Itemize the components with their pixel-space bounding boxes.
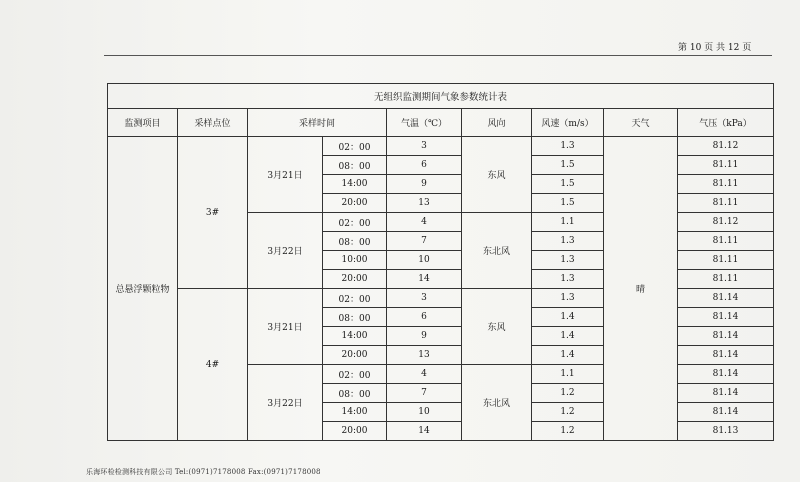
wind-speed-cell: 1.4 [532,346,604,365]
sampling-time-cell: 08：00 [323,232,387,251]
temperature-cell: 3 [387,289,462,308]
pressure-cell: 81.11 [678,232,774,251]
pressure-cell: 81.11 [678,156,774,175]
wind-speed-cell: 1.3 [532,232,604,251]
temperature-cell: 4 [387,213,462,232]
table-header-row [108,109,774,137]
wind-direction-cell: 东北风 [462,213,532,289]
wind-speed-cell: 1.1 [532,213,604,232]
sampling-date-cell: 3月22日 [248,213,323,289]
pressure-cell: 81.14 [678,289,774,308]
sampling-time-cell: 08：00 [323,384,387,403]
temperature-cell: 14 [387,270,462,289]
footer-text: 乐海环检检测科技有限公司 Tel:(0971)7178008 Fax:(0971)7178008 [86,468,321,476]
column-header: 天气 [604,109,678,137]
pressure-cell: 81.14 [678,384,774,403]
sampling-time-cell: 02：00 [323,213,387,232]
pressure-cell: 81.12 [678,213,774,232]
temperature-cell: 9 [387,175,462,194]
pressure-cell: 81.14 [678,365,774,384]
sampling-time-cell: 20:00 [323,194,387,213]
column-header: 风速（m/s） [532,109,604,137]
temperature-cell: 7 [387,232,462,251]
sampling-time-cell: 08：00 [323,308,387,327]
sampling-date-cell: 3月21日 [248,289,323,365]
sampling-time-cell: 20:00 [323,270,387,289]
wind-speed-cell: 1.5 [532,175,604,194]
table-row [108,137,774,156]
column-header: 气压（kPa） [678,109,774,137]
temperature-cell: 14 [387,422,462,441]
column-header: 采样点位 [178,109,248,137]
wind-speed-cell: 1.3 [532,137,604,156]
temperature-cell: 9 [387,327,462,346]
sampling-point-cell: 3# [178,137,248,289]
temperature-cell: 13 [387,194,462,213]
sampling-time-cell: 08：00 [323,156,387,175]
sampling-time-cell: 10:00 [323,251,387,270]
sampling-time-cell: 14:00 [323,403,387,422]
column-header: 采样时间 [248,109,387,137]
wind-direction-cell: 东风 [462,137,532,213]
wind-direction-cell: 东风 [462,289,532,365]
table-title: 无组织监测期间气象参数统计表 [108,84,774,109]
sampling-time-cell: 20:00 [323,422,387,441]
pressure-cell: 81.14 [678,403,774,422]
column-header: 气温（℃） [387,109,462,137]
column-header: 风向 [462,109,532,137]
sampling-time-cell: 02：00 [323,137,387,156]
pressure-cell: 81.14 [678,327,774,346]
sampling-time-cell: 14:00 [323,327,387,346]
wind-speed-cell: 1.5 [532,156,604,175]
wind-speed-cell: 1.3 [532,251,604,270]
sampling-time-cell: 02：00 [323,365,387,384]
sampling-time-cell: 02：00 [323,289,387,308]
monitoring-item-cell: 总悬浮颗粒物 [108,137,178,441]
pressure-cell: 81.13 [678,422,774,441]
wind-speed-cell: 1.2 [532,403,604,422]
pressure-cell: 81.14 [678,308,774,327]
temperature-cell: 6 [387,156,462,175]
sampling-point-cell: 4# [178,289,248,441]
pressure-cell: 81.11 [678,194,774,213]
pressure-cell: 81.12 [678,137,774,156]
column-header: 监测项目 [108,109,178,137]
header-rule [104,55,772,56]
page-number: 第 10 页 共 12 页 [678,43,752,53]
wind-speed-cell: 1.2 [532,384,604,403]
temperature-cell: 13 [387,346,462,365]
pressure-cell: 81.11 [678,270,774,289]
temperature-cell: 4 [387,365,462,384]
sampling-date-cell: 3月21日 [248,137,323,213]
pressure-cell: 81.11 [678,175,774,194]
temperature-cell: 6 [387,308,462,327]
temperature-cell: 7 [387,384,462,403]
wind-speed-cell: 1.1 [532,365,604,384]
pressure-cell: 81.14 [678,346,774,365]
wind-speed-cell: 1.3 [532,270,604,289]
wind-speed-cell: 1.4 [532,327,604,346]
wind-speed-cell: 1.3 [532,289,604,308]
temperature-cell: 3 [387,137,462,156]
sampling-date-cell: 3月22日 [248,365,323,441]
weather-parameters-table [107,83,774,441]
temperature-cell: 10 [387,403,462,422]
pressure-cell: 81.11 [678,251,774,270]
wind-speed-cell: 1.4 [532,308,604,327]
weather-cell: 晴 [604,137,678,441]
wind-direction-cell: 东北风 [462,365,532,441]
sampling-time-cell: 20:00 [323,346,387,365]
sampling-time-cell: 14:00 [323,175,387,194]
wind-speed-cell: 1.5 [532,194,604,213]
temperature-cell: 10 [387,251,462,270]
wind-speed-cell: 1.2 [532,422,604,441]
